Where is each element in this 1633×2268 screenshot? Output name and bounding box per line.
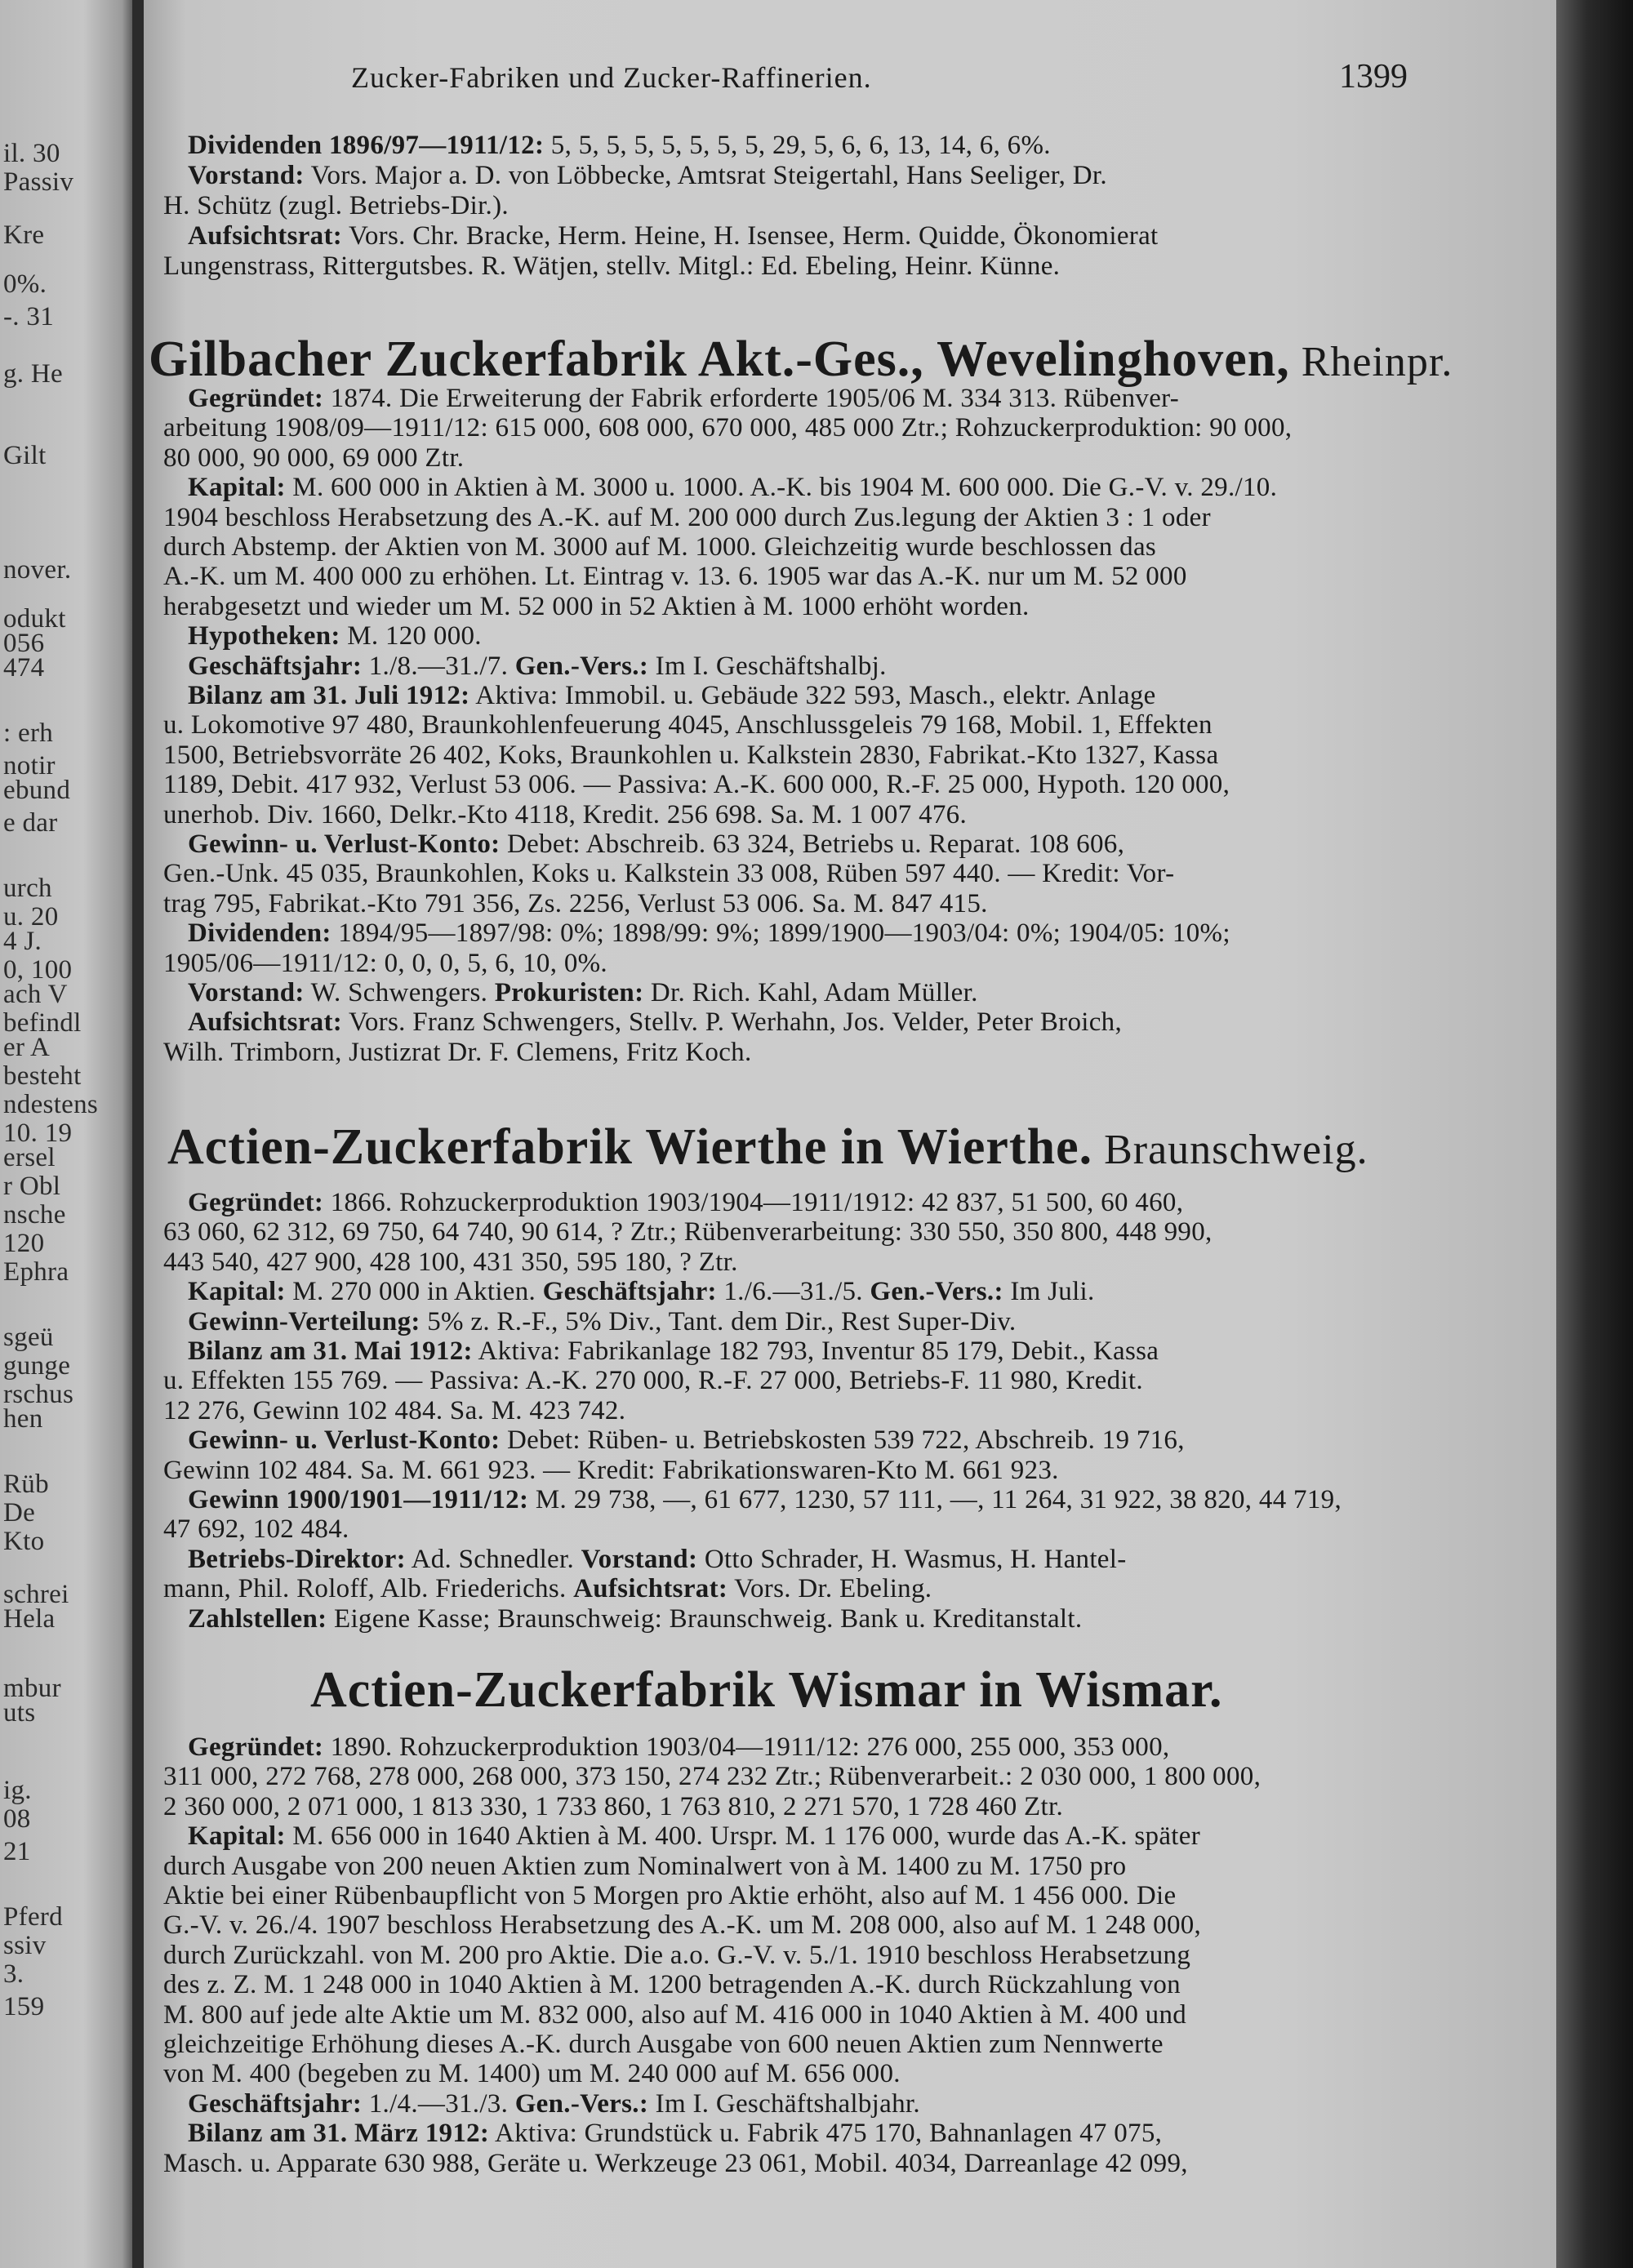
entry-line	[188, 2089, 920, 2119]
entry-text: Aktiva: Immobil. u. Gebäude 322 593, Masch., elektr. Anlage	[469, 681, 1156, 710]
spine-fragment: notir	[3, 751, 56, 780]
entry-line	[163, 2030, 1164, 2059]
spine-fragment: 4 J.	[3, 927, 42, 956]
company-name: Gilbacher Zuckerfabrik Akt.-Ges., Wevelinghoven,	[149, 331, 1290, 387]
entry-text: Im I. Geschäftshalbjahr.	[648, 2088, 920, 2119]
entry-line	[188, 1485, 1342, 1514]
entry-line	[188, 1336, 1159, 1366]
entry-line	[188, 1007, 1122, 1037]
spine-fragment: Rüb	[3, 1470, 49, 1499]
spine-fragment: 474	[3, 653, 45, 683]
entry-line	[163, 859, 1174, 888]
entry-line	[163, 562, 1187, 591]
spine-fragment: g. He	[3, 359, 63, 389]
entry-text: Aktie bei einer Rübenbaupflicht von 5 Morgen pro Aktie erhöht, also auf M. 1 456 000. Die	[163, 1881, 1177, 1910]
entry-line	[188, 978, 978, 1007]
previous-page-fragment	[0, 0, 139, 2268]
entry-text: Vors. Dr. Ebeling.	[728, 1574, 932, 1604]
entry-text: M. 600 000 in Aktien à M. 3000 u. 1000. A.-K. bis 1904 M. 600 000. Die G.-V. v. 29./10.	[285, 473, 1278, 503]
spine-fragment: Pferd	[3, 1902, 63, 1932]
spine-fragment: nsche	[3, 1200, 66, 1230]
entry-text: Eigene Kasse; Braunschweig: Braunschweig. Bank u. Kreditanstalt.	[327, 1603, 1083, 1634]
entry-text: 5, 5, 5, 5, 5, 5, 5, 5, 29, 5, 6, 6, 13, 14, 6, 6%.	[544, 131, 1051, 160]
entry-text: 1890. Rohzuckerproduktion 1903/04—1911/12: 276 000, 255 000, 353 000,	[323, 1732, 1170, 1762]
entry-line	[163, 889, 988, 918]
entry-label: Dividenden 1896/97—1911/12:	[188, 131, 545, 160]
entry-text: u. Lokomotive 97 480, Braunkohlenfeuerung 4045, Anschlussgeleis 79 168, Mobil. 1, Effekten	[163, 710, 1213, 740]
entry-line	[163, 1217, 1213, 1247]
entry-label: Gen.-Vers.:	[870, 1277, 1003, 1307]
page-number: 1399	[1339, 58, 1408, 96]
entry-line	[188, 681, 1156, 710]
entry-line	[163, 503, 1211, 532]
spine-fragment: e dar	[3, 808, 58, 838]
spine-fragment: 159	[3, 1992, 45, 2021]
entry-label: Geschäftsjahr:	[542, 1277, 717, 1307]
entry-label: Dividenden:	[188, 918, 331, 949]
spine-fragment: rschus	[3, 1380, 74, 1409]
entry-line	[188, 1307, 1016, 1336]
spine-fragment: ig.	[3, 1776, 32, 1805]
spine-fragment: il. 30	[3, 139, 60, 168]
entry-text: 63 060, 62 312, 69 750, 64 740, 90 614, ? Ztr.; Rübenverarbeitung: 330 550, 350 800, 448 990,	[163, 1217, 1213, 1247]
entry-text: 1189, Debit. 417 932, Verlust 53 006. — Passiva: A.-K. 600 000, R.-F. 25 000, Hypoth. 120 000,	[163, 770, 1230, 800]
entry-text: M. 656 000 in 1640 Aktien à M. 400. Urspr. M. 1 176 000, wurde das A.-K. später	[285, 1821, 1200, 1852]
spine-fragment: -. 31	[3, 302, 54, 331]
entry-text: 311 000, 272 768, 278 000, 268 000, 373 150, 274 232 Ztr.; Rübenverarbeit.: 2 030 000, 1 800 000,	[163, 1762, 1261, 1792]
entry-line	[163, 949, 607, 978]
entry-label: Bilanz am 31. Juli 1912:	[188, 681, 470, 710]
book-gutter	[132, 0, 144, 2268]
entry-text: u. Effekten 155 769. — Passiva: A.-K. 270 000, R.-F. 27 000, Betriebs-F. 11 980, Kredit.	[163, 1366, 1143, 1396]
entry-label: Aufsichtsrat:	[573, 1574, 728, 1604]
entry-label: Kapital:	[188, 1821, 286, 1852]
spine-fragment: urch	[3, 874, 52, 903]
spine-fragment: u. 20	[3, 902, 59, 932]
page-edge-shadow	[1556, 0, 1633, 2268]
company-name: Actien-Zuckerfabrik Wierthe in Wierthe.	[167, 1119, 1093, 1175]
spine-fragment: nover.	[3, 555, 72, 585]
entry-text: M. 29 738, —, 61 677, 1230, 57 111, —, 11 264, 31 922, 38 820, 44 719,	[528, 1485, 1342, 1514]
spine-fragment: odukt	[3, 604, 66, 634]
entry-line	[163, 1762, 1261, 1791]
spine-fragment: 0%.	[3, 269, 47, 299]
entry-text: durch Zurückzahl. von M. 200 pro Aktie. Die a.o. G.-V. v. 5./1. 1910 beschloss Herabsetzung	[163, 1940, 1191, 1970]
entry-text: 1866. Rohzuckerproduktion 1903/1904—1911/1912: 42 837, 51 500, 60 460,	[323, 1188, 1184, 1217]
entry-line	[163, 1970, 1181, 1999]
entry-label: Gewinn 1900/1901—1911/12:	[188, 1485, 529, 1514]
entry-text: 443 540, 427 900, 428 100, 431 350, 595 180, ? Ztr.	[163, 1247, 738, 1277]
spine-fragment: sgeü	[3, 1323, 54, 1352]
entry-label: Hypotheken:	[188, 621, 340, 651]
entry-line	[163, 1247, 738, 1277]
entry-label: Vorstand:	[188, 978, 305, 1007]
spine-fragment: Kre	[3, 220, 45, 250]
entry-text: herabgesetzt und wieder um M. 52 000 in 52 Aktien à M. 1000 erhöht worden.	[163, 591, 1030, 621]
entry-line	[163, 1574, 932, 1603]
entry-label: Vorstand:	[188, 161, 305, 190]
entry-text: von M. 400 (begeben zu M. 1400) um M. 240 000 auf M. 656 000.	[163, 2059, 901, 2089]
entry-text: W. Schwengers.	[304, 978, 495, 1007]
entry-text: 5% z. R.-F., 5% Div., Tant. dem Dir., Rest Super-Div.	[420, 1306, 1017, 1336]
spine-fragment: hen	[3, 1404, 43, 1434]
entry-line	[163, 2059, 901, 2088]
entry-line	[188, 651, 887, 681]
entry-line	[163, 710, 1213, 740]
entry-line	[163, 800, 967, 829]
entry-text: 1894/95—1897/98: 0%; 1898/99: 9%; 1899/1900—1903/04: 0%; 1904/05: 10%;	[331, 918, 1230, 949]
entry-text: Im Juli.	[1003, 1277, 1095, 1307]
entry-label: Bilanz am 31. Mai 1912:	[188, 1336, 473, 1366]
company-name: Actien-Zuckerfabrik Wismar in Wismar.	[310, 1662, 1223, 1718]
entry-line	[163, 1456, 1059, 1485]
entry-line	[163, 1038, 752, 1067]
entry-text: des z. Z. M. 1 248 000 in 1040 Aktien à M. 1200 betragenden A.-K. durch Rückzahlung von	[163, 1970, 1181, 2000]
entry-text: M. 800 auf jede alte Aktie um M. 832 000, also auf M. 416 000 in 1040 Aktien à M. 400 und	[163, 1999, 1187, 2030]
entry-text: Aktiva: Grundstück u. Fabrik 475 170, Bahnanlagen 47 075,	[489, 2119, 1163, 2149]
entry-text: Lungenstrass, Rittergutsbes. R. Wätjen, stellv. Mitgl.: Ed. Ebeling, Heinr. Künne.	[163, 251, 1061, 281]
spine-fragment: De	[3, 1498, 36, 1528]
spine-fragment: er A	[3, 1033, 51, 1062]
entry-text: Vors. Major a. D. von Löbbecke, Amtsrat Steigertahl, Hans Seeliger, Dr.	[304, 161, 1107, 190]
spine-fragment: ebund	[3, 776, 71, 805]
entry-label: Betriebs-Direktor:	[188, 1544, 406, 1574]
entry-text: trag 795, Fabrikat.-Kto 791 356, Zs. 2256, Verlust 53 006. Sa. M. 847 415.	[163, 888, 988, 918]
dividend-line	[188, 131, 1051, 160]
entry-text: 80 000, 90 000, 69 000 Ztr.	[163, 442, 465, 473]
entry-label: Gewinn- u. Verlust-Konto:	[188, 829, 501, 859]
entry-text: A.-K. um M. 400 000 zu erhöhen. Lt. Eintrag v. 13. 6. 1905 war das A.-K. nur um M. 52 000	[163, 562, 1187, 592]
entry-text: Vors. Chr. Bracke, Herm. Heine, H. Isensee, Herm. Quidde, Ökonomierat	[342, 221, 1159, 251]
spine-fragment: ndestens	[3, 1090, 99, 1119]
entry-line	[188, 1277, 1095, 1306]
spine-fragment: 056	[3, 629, 45, 658]
spine-fragment: 0, 100	[3, 955, 73, 985]
entry-line	[188, 1545, 1127, 1574]
entry-label: Zahlstellen:	[188, 1603, 327, 1634]
entry-line	[163, 1396, 625, 1425]
spine-fragment: Gilt	[3, 441, 47, 470]
entry-line	[163, 413, 1292, 442]
board-line	[188, 161, 1107, 190]
supervisory-line	[163, 251, 1060, 281]
spine-fragment: ersel	[3, 1143, 56, 1172]
entry-line	[163, 1941, 1190, 1970]
spine-fragment: Hela	[3, 1604, 56, 1634]
entry-text: 1./6.—31./5.	[716, 1277, 870, 1307]
entry-label: Geschäftsjahr:	[188, 2088, 363, 2119]
board-line	[163, 191, 509, 220]
entry-text: unerhob. Div. 1660, Delkr.-Kto 4118, Kredit. 256 698. Sa. M. 1 007 476.	[163, 799, 968, 829]
spine-fragment: 120	[3, 1229, 45, 1258]
entry-line	[163, 770, 1230, 799]
entry-line	[163, 1881, 1176, 1910]
entry-text: Vors. Franz Schwengers, Stellv. P. Werhahn, Jos. Velder, Peter Broich,	[342, 1007, 1123, 1038]
entry-text: arbeitung 1908/09—1911/12: 615 000, 608 000, 670 000, 485 000 Ztr.; Rohzuckerproduktion: 90 000,	[163, 413, 1293, 443]
entry-label: Gen.-Vers.:	[514, 2088, 649, 2119]
spine-fragment: ssiv	[3, 1931, 47, 1960]
entry-line	[188, 1732, 1169, 1762]
entry-line	[163, 1852, 1126, 1881]
entry-text: Gen.-Unk. 45 035, Braunkohlen, Koks u. Kalkstein 33 008, Rüben 597 440. — Kredit: Vor-	[163, 859, 1175, 889]
entry-text: Debet: Rüben- u. Betriebskosten 539 722, Abschreib. 19 716,	[500, 1425, 1185, 1456]
spine-fragment: : erh	[3, 718, 54, 748]
entry-line	[163, 2000, 1186, 2030]
entry-text: durch Ausgabe von 200 neuen Aktien zum Nominalwert von à M. 1400 zu M. 1750 pro	[163, 1851, 1127, 1881]
company-title	[310, 1661, 1223, 1719]
entry-line	[188, 1604, 1082, 1634]
entry-text: Gewinn 102 484. Sa. M. 661 923. — Kredit: Fabrikationswaren-Kto M. 661 923.	[163, 1455, 1059, 1485]
spine-fragment: besteht	[3, 1061, 82, 1091]
entry-label: Gegründet:	[188, 1188, 324, 1217]
spine-fragment: uts	[3, 1698, 36, 1728]
spine-fragment: Passiv	[3, 167, 74, 197]
entry-text: mann, Phil. Roloff, Alb. Friederichs.	[163, 1574, 574, 1604]
spine-fragment: r Obl	[3, 1172, 61, 1201]
entry-line	[163, 1514, 349, 1544]
entry-text: 1904 beschloss Herabsetzung des A.-K. auf M. 200 000 durch Zus.legung der Aktien 3 : 1 oder	[163, 502, 1211, 532]
entry-text: gleichzeitige Erhöhung dieses A.-K. durch Ausgabe von 600 neuen Aktien zum Nennwerte	[163, 2030, 1164, 2059]
spine-fragment: schrei	[3, 1580, 69, 1609]
entry-text: 1./8.—31./7.	[362, 651, 515, 681]
entry-line	[163, 532, 1156, 562]
entry-text: Ad. Schnedler.	[405, 1544, 581, 1574]
entry-text: 1500, Betriebsvorräte 26 402, Koks, Braunkohlen u. Kalkstein 2830, Fabrikat.-Kto 1327, Kassa	[163, 740, 1219, 770]
spine-fragment: Ephra	[3, 1257, 69, 1287]
entry-text: H. Schütz (zugl. Betriebs-Dir.).	[163, 191, 509, 220]
entry-label: Prokuristen:	[494, 978, 644, 1007]
entry-line	[188, 1425, 1185, 1455]
running-header: Zucker-Fabriken und Zucker-Raffinerien.	[351, 61, 872, 94]
spine-fragment: 10. 19	[3, 1118, 73, 1148]
entry-line	[188, 1188, 1183, 1217]
entry-label: Aufsichtsrat:	[188, 221, 343, 251]
spine-fragment: befindl	[3, 1008, 82, 1038]
entry-line	[188, 473, 1277, 502]
spine-fragment: Kto	[3, 1527, 45, 1556]
spine-fragment: 08	[3, 1804, 31, 1834]
entry-text: Wilh. Trimborn, Justizrat Dr. F. Clemens, Fritz Koch.	[163, 1037, 752, 1067]
entry-label: Gen.-Vers.:	[514, 651, 649, 681]
entry-text: durch Abstemp. der Aktien von M. 3000 auf M. 1000. Gleichzeitig wurde beschlossen das	[163, 532, 1157, 562]
entry-label: Aufsichtsrat:	[188, 1007, 343, 1038]
entry-text: Aktiva: Fabrikanlage 182 793, Inventur 85 179, Debit., Kassa	[472, 1336, 1159, 1366]
entry-text: M. 120 000.	[340, 621, 482, 651]
entry-line	[163, 740, 1218, 770]
entry-label: Gegründet:	[188, 384, 324, 413]
entry-line	[163, 1366, 1143, 1395]
entry-text: Im I. Geschäftshalbj.	[648, 651, 887, 681]
entry-line	[163, 2149, 1188, 2178]
entry-line	[163, 1792, 1063, 1821]
entry-line	[188, 621, 482, 651]
entry-line	[163, 443, 464, 473]
entry-label: Vorstand:	[581, 1544, 698, 1574]
entry-text: Otto Schrader, H. Wasmus, H. Hantel-	[697, 1544, 1127, 1574]
entry-line	[188, 2119, 1162, 2148]
spine-fragment: 21	[3, 1837, 31, 1866]
entry-line	[188, 384, 1179, 413]
entry-label: Kapital:	[188, 1277, 286, 1307]
entry-text: 12 276, Gewinn 102 484. Sa. M. 423 742.	[163, 1395, 626, 1425]
entry-text: Dr. Rich. Kahl, Adam Müller.	[643, 978, 978, 1007]
spine-fragment: mbur	[3, 1674, 61, 1703]
entry-label: Gegründet:	[188, 1732, 324, 1762]
entry-text: G.-V. v. 26./4. 1907 beschloss Herabsetzung des A.-K. um M. 208 000, also auf M. 1 248 000,	[163, 1910, 1202, 1941]
company-title	[167, 1118, 1368, 1176]
entry-text: Masch. u. Apparate 630 988, Geräte u. Werkzeuge 23 061, Mobil. 4034, Darreanlage 42 099,	[163, 2148, 1188, 2178]
supervisory-line	[188, 221, 1159, 251]
entry-label: Kapital:	[188, 473, 286, 503]
entry-line	[188, 1821, 1200, 1851]
entry-label: Bilanz am 31. März 1912:	[188, 2119, 490, 2149]
entry-label: Gewinn- u. Verlust-Konto:	[188, 1425, 501, 1456]
entry-text: 2 360 000, 2 071 000, 1 813 330, 1 733 860, 1 763 810, 2 271 570, 1 728 460 Ztr.	[163, 1791, 1063, 1821]
spine-fragment: ach V	[3, 980, 68, 1009]
entry-text: 1./4.—31./3.	[362, 2088, 515, 2119]
entry-line	[188, 918, 1230, 948]
entry-line	[163, 592, 1030, 621]
entry-line	[188, 829, 1124, 859]
entry-line	[163, 1910, 1201, 1940]
company-region: Braunschweig.	[1092, 1127, 1368, 1173]
entry-text: M. 270 000 in Aktien.	[285, 1277, 543, 1307]
entry-text: Debet: Abschreib. 63 324, Betriebs u. Reparat. 108 606,	[500, 829, 1125, 859]
entry-text: 1905/06—1911/12: 0, 0, 0, 5, 6, 10, 0%.	[163, 948, 607, 978]
spine-fragment: 3.	[3, 1959, 24, 1989]
entry-label: Gewinn-Verteilung:	[188, 1306, 420, 1336]
company-title	[149, 331, 1453, 389]
spine-fragment: gunge	[3, 1351, 71, 1381]
entry-label: Geschäftsjahr:	[188, 651, 363, 681]
entry-text: 47 692, 102 484.	[163, 1514, 349, 1545]
entry-text: 1874. Die Erweiterung der Fabrik erforderte 1905/06 M. 334 313. Rübenver-	[323, 384, 1180, 413]
company-region: Rheinpr.	[1289, 339, 1453, 385]
